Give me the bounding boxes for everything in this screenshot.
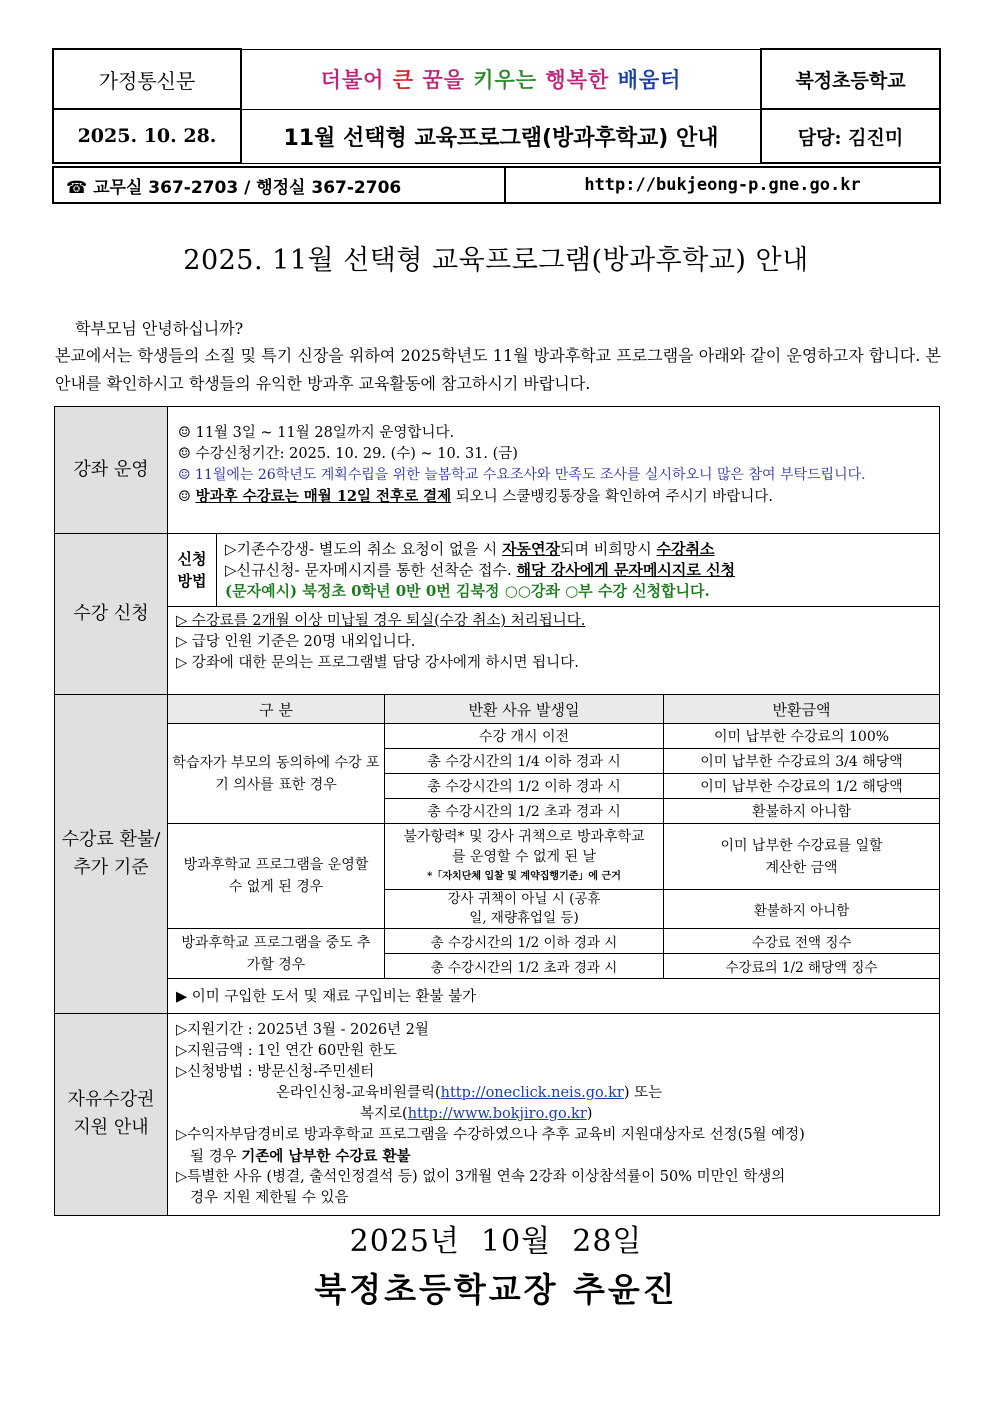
- payment-notice-rest: 되오니 스쿨뱅킹통장을 확인하여 주시기 바랍니다.: [451, 489, 773, 505]
- greeting: 학부모님 안녕하십니까?: [75, 319, 244, 338]
- refund-content: [168, 695, 940, 1014]
- refund-col-category: 구 분: [168, 695, 385, 724]
- refund-reason: 불가항력* 및 강사 귀책으로 방과후학교를 운영할 수 없게 된 날: [403, 828, 645, 865]
- section-head-voucher: [55, 1013, 168, 1215]
- refund-group-cancelled: 방과후학교 프로그램을 운영할 수 없게 된 경우: [168, 824, 385, 929]
- intro-paragraph: 본교에서는 학생들의 소질 및 특기 신장을 위하여 2025학년도 11월 방과후학교 프로그램을 아래와 같이 운영하고자 합니다. 본 안내를 확인하시고 학생들의 유익한 방과후 교육활동에 참고하시기 바랍니다.: [55, 346, 941, 393]
- apply-method: ▷신청방법 : 방문신청-주민센터: [176, 1063, 375, 1080]
- inquiry-notice: ▷ 강좌에 대한 문의는 프로그램별 담당 강사에게 하시면 됩니다.: [176, 655, 579, 671]
- cancel-course: 수강취소: [656, 539, 715, 558]
- refund-amount: 환불하지 아니함: [664, 799, 940, 824]
- motto-part: 더불어: [320, 68, 393, 92]
- motto-part: 큰: [392, 68, 423, 92]
- new-application-text: ▷신규신청- 문자메시지를 통한 선착순 접수.: [225, 560, 517, 579]
- info-table: [54, 406, 940, 1216]
- operation-content: [168, 407, 940, 534]
- refund-amount: 이미 납부한 수강료를 일할 계산한 금액: [664, 824, 940, 890]
- voucher-head-text: 자유수강권 지원 안내: [67, 1089, 155, 1138]
- bokjiro-text: 복지로(: [360, 1105, 408, 1122]
- voucher-content: [168, 1013, 940, 1215]
- school-motto: [241, 49, 761, 109]
- operation-period: 11월 3일 ~ 11월 28일까지 운영합니다.: [195, 425, 455, 441]
- existing-students-text-2: 되며 비희망시: [560, 539, 657, 558]
- motto-part: 배움터: [617, 68, 682, 92]
- survey-notice: 11월에는 26학년도 계획수립을 위한 늘봄학교 수요조사와 만족도 조사를 실시하오니 많은 참여 부탁드립니다.: [195, 467, 866, 483]
- motto-part: 행복한: [545, 68, 618, 92]
- text-teacher-instruction: 해당 강사에게 문자메시지로 신청: [516, 560, 736, 579]
- existing-students-text: ▷기존수강생- 별도의 취소 요청이 없을 시: [225, 539, 503, 558]
- refund-eligibility: ▷수익자부담경비로 방과후학교 프로그램을 수강하였으나 추후 교육비 지원대상자로 선정(5월 예정): [176, 1126, 805, 1143]
- refund-amount: 이미 납부한 수강료의 100%: [664, 724, 940, 749]
- newsletter-label: 가정통신문: [53, 49, 241, 109]
- apply-content: [168, 534, 940, 695]
- refund-footnote: ▶ 이미 구입한 도서 및 재료 구입비는 환불 불가: [168, 979, 939, 1013]
- phone-icon: ☎: [66, 177, 88, 198]
- refund-reason: 수강 개시 이전: [385, 724, 664, 749]
- online-apply-text-2: ) 또는: [623, 1084, 663, 1101]
- payment-notice-bold: 방과후 수강료는 매월 12일 전후로 결제: [195, 488, 452, 505]
- motto-part: 키우는: [473, 68, 546, 92]
- smile-icon: ☺: [178, 446, 191, 462]
- attendance-restriction: ▷특별한 사유 (병결, 출석인정결석 등) 없이 3개월 연속 2강좌 이상참석률이 50% 미만인 학생의: [176, 1168, 786, 1185]
- footer-date: 2025년 10월 28일: [349, 1224, 643, 1259]
- unpaid-notice: ▷ 수강료를 2개월 이상 미납될 경우 퇴실(수강 취소) 처리됩니다.: [176, 613, 586, 629]
- refund-amount: 수강료 전액 징수: [664, 929, 940, 954]
- teacher-in-charge: 담당: 김진미: [761, 109, 940, 163]
- refund-col-amount: 반환금액: [664, 695, 940, 724]
- refund-reason: 총 수강시간의 1/2 초과 경과 시: [385, 954, 664, 979]
- sms-example: (문자예시) 북정초 0학년 0반 0번 김북정 ○○강좌 ○부 수강 신청합니다.: [225, 581, 710, 600]
- refund-group-withdraw: 학습자가 부모의 동의하에 수강 포기 의사를 표한 경우: [168, 724, 385, 824]
- principal-signature: 북정초등학교장 추윤진: [314, 1270, 678, 1309]
- newsletter-header: [52, 48, 941, 164]
- refund-eligibility-2: 될 경우: [190, 1148, 242, 1165]
- contact-bar: [52, 166, 941, 204]
- class-size-notice: ▷ 급당 인원 기준은 20명 내외입니다.: [176, 634, 416, 650]
- refund-reason: 총 수강시간의 1/2 초과 경과 시: [385, 799, 664, 824]
- refund-table: [168, 695, 939, 1013]
- refund-amount: 이미 납부한 수강료의 3/4 해당액: [664, 749, 940, 774]
- smile-icon: ☺: [178, 425, 191, 441]
- school-website-link[interactable]: http://bukjeong-p.gne.go.kr: [505, 167, 940, 203]
- refund-amount: 환불하지 아니함: [664, 890, 940, 929]
- motto-part: 꿈을: [422, 68, 474, 92]
- smile-icon: ☺: [178, 489, 191, 505]
- refund-reason: 총 수강시간의 1/2 이하 경과 시: [385, 774, 664, 799]
- apply-method-table: [168, 534, 939, 607]
- application-period: 수강신청기간: 2025. 10. 29. (수) ~ 10. 31. (금): [195, 446, 518, 462]
- refund-note: *「자치단체 입찰 및 계약집행기준」에 근거: [427, 870, 621, 882]
- page-title: 2025. 11월 선택형 교육프로그램(방과후학교) 안내: [183, 245, 809, 276]
- refund-head-text: 수강료 환불/추가 기준: [61, 828, 161, 878]
- section-head-operation: 강좌 운영: [55, 407, 168, 534]
- refund-reason: 총 수강시간의 1/2 이하 경과 시: [385, 929, 664, 954]
- support-period: ▷지원기간 : 2025년 3월 - 2026년 2월: [176, 1021, 429, 1038]
- method-label: 신청방법: [168, 534, 217, 607]
- oneclick-link[interactable]: http://oneclick.neis.go.kr: [440, 1084, 624, 1101]
- refund-group-added: 방과후학교 프로그램을 중도 추가할 경우: [168, 929, 385, 979]
- section-head-apply: 수강 신청: [55, 534, 168, 695]
- refund-amount: 이미 납부한 수강료의 1/2 해당액: [664, 774, 940, 799]
- phone-cell: [53, 167, 505, 203]
- phone-numbers: 교무실 367-2703 / 행정실 367-2706: [93, 177, 402, 198]
- refund-col-date: 반환 사유 발생일: [385, 695, 664, 724]
- issue-date: 2025. 10. 28.: [53, 109, 241, 163]
- refund-reason: 총 수강시간의 1/4 이하 경과 시: [385, 749, 664, 774]
- smile-icon: ☺: [178, 467, 191, 483]
- support-amount: ▷지원금액 : 1인 연간 60만원 한도: [176, 1042, 397, 1059]
- section-head-refund: [55, 695, 168, 1014]
- school-name: 북정초등학교: [761, 49, 940, 109]
- online-apply-text: 온라인신청-교육비원클릭(: [276, 1084, 441, 1101]
- refund-existing-fee: 기존에 납부한 수강료 환불: [241, 1147, 411, 1165]
- auto-renew: 자동연장: [502, 539, 561, 558]
- bokjiro-text-2: ): [586, 1105, 593, 1122]
- refund-amount: 수강료의 1/2 해당액 징수: [664, 954, 940, 979]
- bokjiro-link[interactable]: http://www.bokjiro.go.kr: [407, 1105, 587, 1122]
- refund-reason: 강사 귀책이 아닐 시 (공휴일, 재량휴업일 등): [385, 890, 664, 929]
- newsletter-subject: 11월 선택형 교육프로그램(방과후학교) 안내: [241, 109, 761, 163]
- attendance-restriction-2: 경우 지원 제한될 수 있음: [190, 1189, 349, 1206]
